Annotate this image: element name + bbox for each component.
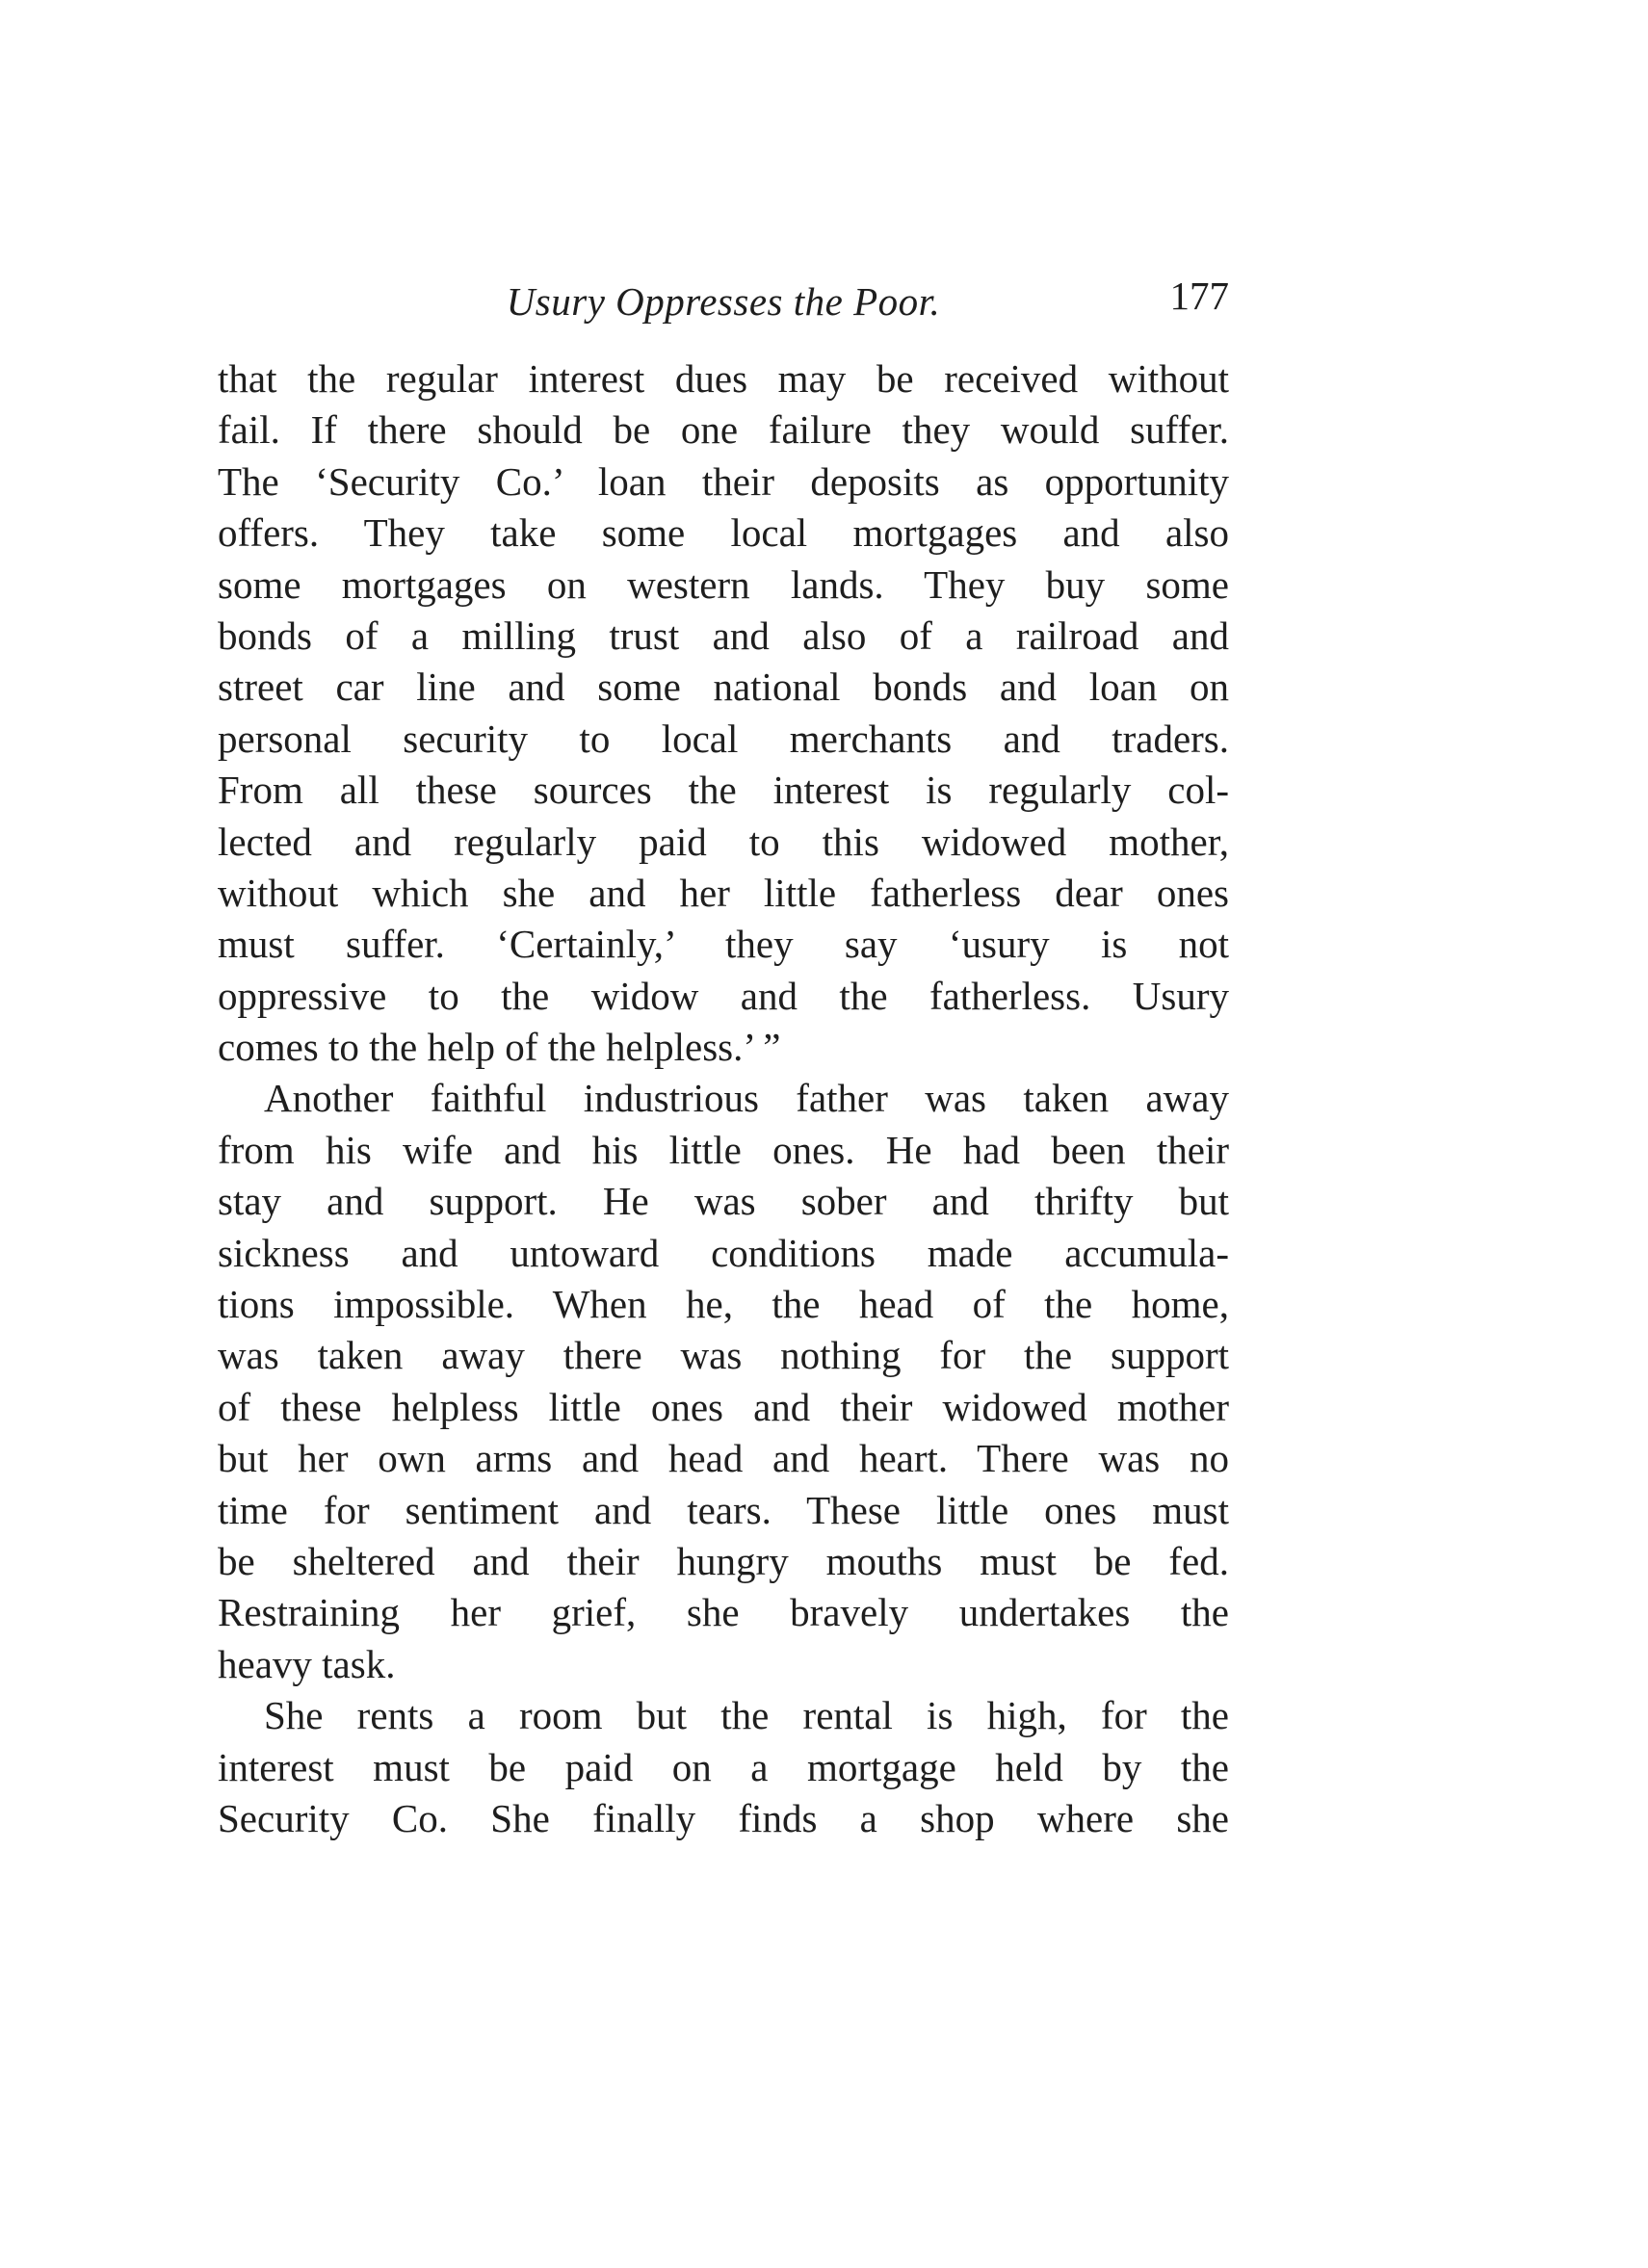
- running-head: [218, 268, 1229, 335]
- text-line: Security Co. She finally finds a shop where she: [218, 1795, 1229, 1840]
- text-line: was taken away there was nothing for the support: [218, 1333, 1229, 1378]
- text-line: lected and regularly paid to this widowed mother,: [218, 819, 1229, 864]
- text-line: tions impossible. When he, the head of the home,: [218, 1282, 1229, 1327]
- text-line: sickness and untoward conditions made accumula-: [218, 1230, 1229, 1275]
- text-line: Another faithful industrious father was taken away: [264, 1076, 1229, 1121]
- paragraph-1: [218, 353, 1229, 1073]
- page-number: 177: [1169, 274, 1229, 318]
- text-line: time for sentiment and tears. These little ones must: [218, 1487, 1229, 1532]
- text-line: without which she and her little fatherless dear ones: [218, 870, 1229, 915]
- running-title: Usury Oppresses the Poor.: [506, 279, 941, 324]
- text-line: from his wife and his little ones. He had been their: [218, 1127, 1229, 1172]
- text-line: stay and support. He was sober and thrifty but: [218, 1179, 1229, 1224]
- paragraph-2: [218, 1073, 1229, 1690]
- text-line: interest must be paid on a mortgage held by the: [218, 1744, 1229, 1789]
- text-line: bonds of a milling trust and also of a railroad and: [218, 613, 1229, 658]
- text-line: but her own arms and head and heart. There was no: [218, 1436, 1229, 1481]
- body-text: [218, 353, 1229, 1844]
- text-line: oppressive to the widow and the fatherless. Usury: [218, 973, 1229, 1018]
- text-line: The ‘Security Co.’ loan their deposits as opportunity: [218, 458, 1229, 504]
- text-line: She rents a room but the rental is high, for the: [264, 1693, 1229, 1738]
- text-line: From all these sources the interest is regularly col-: [218, 768, 1229, 813]
- text-line: personal security to local merchants and traders.: [218, 716, 1229, 761]
- text-line: fail. If there should be one failure they would suffer.: [218, 407, 1229, 453]
- text-line: comes to the help of the helpless.’ ”: [218, 1025, 781, 1070]
- text-line: must suffer. ‘Certainly,’ they say ‘usury is not: [218, 922, 1229, 967]
- text-line: Restraining her grief, she bravely undertakes the: [218, 1590, 1229, 1635]
- text-line: some mortgages on western lands. They buy some: [218, 561, 1229, 607]
- paragraph-3: [218, 1690, 1229, 1844]
- text-line: heavy task.: [218, 1641, 396, 1686]
- text-line: street car line and some national bonds and loan on: [218, 665, 1229, 710]
- text-line: of these helpless little ones and their widowed mother: [218, 1384, 1229, 1429]
- text-line: that the regular interest dues may be received without: [218, 356, 1229, 401]
- text-line: be sheltered and their hungry mouths must be fed.: [218, 1538, 1229, 1583]
- text-line: offers. They take some local mortgages and also: [218, 510, 1229, 556]
